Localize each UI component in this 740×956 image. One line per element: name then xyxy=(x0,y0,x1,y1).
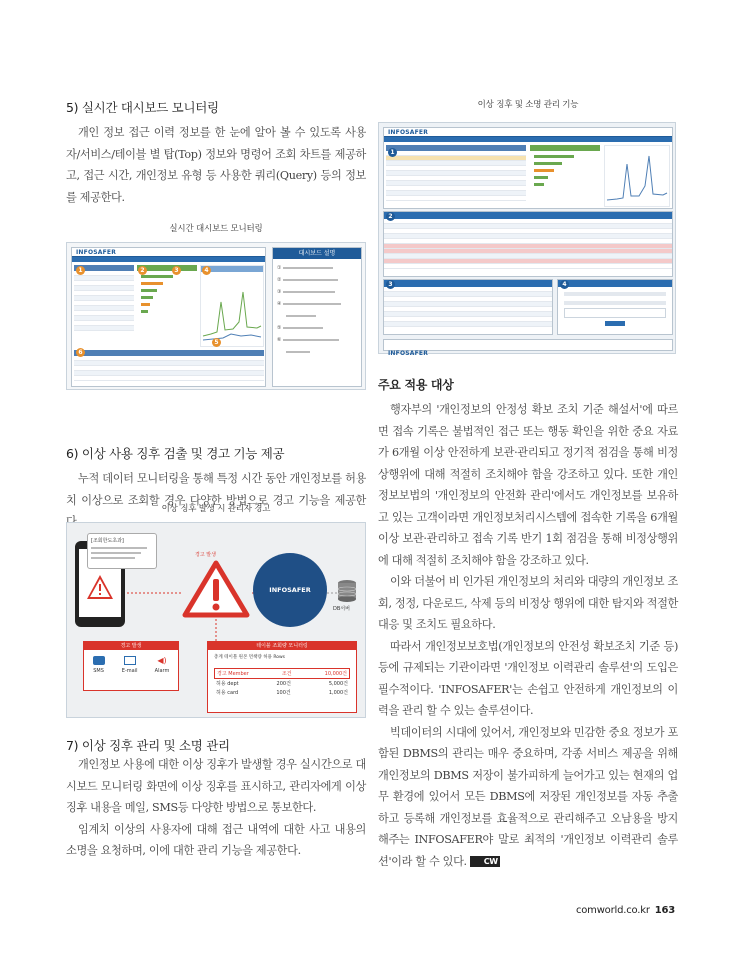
section6-body: 누적 데이터 모니터링을 통해 특정 시간 동안 개인정보를 허용치 이상으로 조회할 경우 다양한 방법으로 경고 기능을 제공한 xyxy=(66,472,366,507)
alert-figure-caption: 이상 징후 발생 시 관리자 경고 xyxy=(161,504,271,514)
line-spark xyxy=(201,272,263,346)
alarm-icon: ◀) xyxy=(157,656,167,665)
anomaly-top-screenshot: INFOSAFER 1 xyxy=(383,127,673,209)
infosafer-logo-top: INFOSAFER xyxy=(388,128,429,136)
dashboard-figure xyxy=(66,242,366,390)
main-target-p4: 빅데이터의 시대에 있어서, 개인정보와 민감한 중요 정보가 포함된 DBMS의 관리는 매우 중요하며, 각종 서비스 제공을 위해 개인정보의 DBMS 저장이 불가피하게 늘어가고 있는 현재의 업무 환경에 있어서 모든 DBMS에 저장된 개인정보를 자동 추출하고 등록해 개인정보를 효율적으로 관리해주고 오남용을 방지해주는 INFOSAFER야 말로 최적의 '개인정보 이력관리 솔루션'이라 할 수 있다. CW xyxy=(378,725,678,868)
cw-end-mark: CW xyxy=(470,856,500,867)
main-target-p2: 이와 더불어 비 인가된 개인정보의 처리와 대량의 개인정보 조회, 정정, 다운로드, 삭제 등의 비정상 행위에 대한 탐지와 적절한 대응 및 조치도 필요하다. xyxy=(378,575,678,631)
anomaly-footer-bar xyxy=(383,339,673,357)
footer-site: comworld.co.kr xyxy=(575,905,650,916)
table-monitor-box xyxy=(207,641,357,713)
dashboard-legend-panel xyxy=(272,247,362,387)
infosafer-brand: INFOSAFER xyxy=(269,586,311,594)
anomaly-figure xyxy=(378,122,676,357)
monitor-row: 허용 dept 200건 5,000건 xyxy=(216,681,348,687)
explanation-request-dialog: 4 xyxy=(557,279,673,335)
legend-item: ① xyxy=(277,262,357,274)
left-column xyxy=(66,98,366,857)
footer-page-number: 163 xyxy=(654,905,675,916)
alert-figure xyxy=(66,522,366,718)
section5-body: 개인 정보 접근 이력 정보를 한 눈에 알아 볼 수 있도록 사용자/서비스/테이블 별 탑(Top) 정보와 명령어 조회 차트를 제공하고, 접근 시간, 개인정보 유형 등 사용한 쿼리(Query) 등의 정보를 제공한다. xyxy=(66,126,366,204)
legend-item: ④ xyxy=(277,298,357,322)
db-server-label: DB서버 xyxy=(333,606,350,612)
legend-item: ⑥ xyxy=(277,334,357,358)
dashboard-figure-caption: 실시간 대시보드 모니터링 xyxy=(169,224,263,234)
section6-title: 6) 이상 사용 징후 검출 및 경고 기능 제공 xyxy=(66,446,285,461)
dashboard-legend-title: 대시보드 설명 xyxy=(273,248,361,259)
main-target-p1: 행자부의 '개인정보의 안정성 확보 조치 기준 해설서'에 따르면 접속 기록은 불법적인 접근 또는 행동 확인을 위한 중요 자료가 6개월 이상 안전하게 보관·관리되고 정기적 점검을 통해 비정상행위에 대해 적절히 조치해야 함을 강조하고 있다. 또한 개인정보보법의 '개인정보의 안전화 관리'에서도 개인정보를 보유하고 있는 고객이라면 개인정보처리시스템에 접속한 기록을 6개월 이상 보관·관리하고 접속 기록 반기 1회 점검을 통해 비정상행위에 대해 적절히 조치해야 함을 강조하고 있다. xyxy=(378,403,678,567)
anomaly-table-screenshot: 2 xyxy=(383,211,673,277)
page-footer xyxy=(560,905,675,916)
infosafer-server-circle xyxy=(253,553,327,627)
anomaly-history-screenshot: 3 xyxy=(383,279,553,335)
alert-channels-title: 경고 발생 xyxy=(84,642,178,650)
spike-chart xyxy=(605,146,669,206)
phone-message-title: [조회한도초과] xyxy=(91,538,124,544)
database-icon xyxy=(337,579,357,603)
email-icon xyxy=(124,656,136,665)
section7-body-2: 임계치 이상의 사용자에 대해 접근 내역에 대한 사고 내용의 소명을 요청하며, 이에 대한 관리 기능을 제공한다. xyxy=(66,822,366,857)
right-column xyxy=(378,98,678,872)
sms-channel: SMS xyxy=(93,656,105,674)
infosafer-logo: INFOSAFER xyxy=(76,248,117,256)
main-target-title: 주요 적용 대상 xyxy=(378,378,454,392)
dashboard-screenshot: INFOSAFER 1 2 3 4 5 6 xyxy=(71,247,266,387)
infosafer-logo-bottom: INFOSAFER xyxy=(388,350,429,357)
sms-icon xyxy=(93,656,105,665)
section5-title: 5) 실시간 대시보드 모니터링 xyxy=(66,100,219,115)
section7-body-1: 개인정보 사용에 대한 이상 징후가 발생할 경우 실시간으로 대시보드 모니터링 화면에 이상 징후를 표시하고, 관리자에게 이상 징후 내용을 메일, SMS등 다양한 방법으로 통보한다. xyxy=(66,758,366,814)
section7-title: 7) 이상 징후 관리 및 소명 관리 xyxy=(66,738,230,753)
legend-item: ② xyxy=(277,274,357,286)
email-channel: E-mail xyxy=(122,656,138,674)
alert-occurred-label: 경고 발생 xyxy=(195,552,216,558)
alert-channels-box xyxy=(83,641,179,691)
table-monitor-title: 테이블 조회량 모니터링 xyxy=(208,642,356,650)
legend-item: ③ xyxy=(277,286,357,298)
monitor-row: 허용 card 100건 1,000건 xyxy=(216,690,348,696)
legend-item: ⑤ xyxy=(277,322,357,334)
main-target-p3: 따라서 개인정보보호법(개인정보의 안전성 확보조치 기준 등) 등에 규제되는 기관이라면 '개인정보 이력관리 솔루션'의 도입은 필수적이다. 'INFOSAFER'는 손쉽고 안전하게 개인정보의 이력을 관리 할 수 있는 솔루션이다. xyxy=(378,639,678,717)
table-monitor-subtitle: 총계 테이블 원본 면책량 허용 Rows xyxy=(214,655,286,660)
monitor-row-alert: 경고 Member 조건 10,000건 xyxy=(214,668,350,679)
alarm-channel: ◀) Alarm xyxy=(154,656,170,674)
anomaly-figure-caption: 이상 징후 및 소명 관리 기능 xyxy=(477,100,579,110)
